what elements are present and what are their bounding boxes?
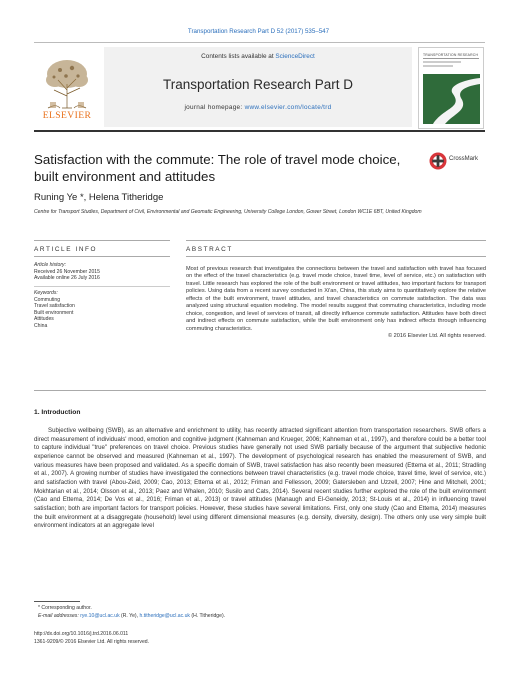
received-date: Received 26 November 2015 — [34, 268, 100, 275]
article-history — [34, 262, 170, 282]
journal-homepage — [104, 104, 412, 111]
keyword-item: China — [34, 322, 48, 329]
article-title-line: Satisfaction with the commute: The role of travel mode choice, — [34, 152, 401, 167]
author-affiliation: Centre for Transport Studies, Department of Civil, Environmental and Geomatic Engineering, University College London, Gower Street, London WC1E 6BT, United Kingdom — [34, 209, 422, 215]
abstract-copyright: © 2016 Elsevier Ltd. All rights reserved. — [387, 333, 486, 340]
keyword-item: Built environment — [34, 309, 74, 316]
history-label: Article history: — [34, 262, 66, 268]
abstract-text: Most of previous research that investigates the connections between the travel and satisfaction with travel has focused on the effect of the travel characteristics (e.g. travel mode choice, travel time, level of service, etc.) on satisfaction with travel. Little research has explored the role of the built environment or travel attitudes, two important factors for transport policies. Using data from a recent survey conducted in Xi'an, China, this study aims to quantitatively explore the relative effects of the built environment, travel attitudes, and travel characteristics on commute satisfaction. The data was analyzed using structural equation modeling. The model results suggest that commuting characteristics, including mode choice, congestion, and level of services of transit, all directly influence commute satisfaction. Attitudes have both direct and indirect effects on commute satisfaction, while the built environment only has indirect effects through influencing commuting characteristics. — [186, 266, 486, 332]
crossmark-badge[interactable] — [428, 150, 486, 172]
journal-title: Transportation Research Part D — [162, 77, 354, 92]
keywords-label: Keywords: — [34, 290, 58, 296]
abstract-rule — [186, 256, 486, 257]
cover-text-line — [423, 61, 461, 63]
introduction-paragraph: Subjective wellbeing (SWB), as an alternative and enrichment to utility, has recently attracted significant attention from transportation researchers. SWB offers a direct measurement of individuals' mood, emotion and cognitive judgment (Kahneman and Krueger, 2006; Kahneman et al., 1997), and therefore could be a better tool to capture individual "true" preferences on travel choice. Previous studies have generally not used SWB partially because of the argument that subjective hedonic experience cannot be observed and measured (Kahneman et al., 1997). The development of psychological research has enabled the measurement of SWB, and various measures have been proposed and validated. As a specific domain of SWB, travel satisfaction has also recently been measured (Ettema et al., 2011; Stradling et al., 2007). A growing number of studies have investigated the connections between travel characteristics (e.g. travel mode choice, travel time, level of service, etc.) and satisfaction with travel (Abou-Zeid, 2009; Cao, 2013; Ettema et al., 2012; Friman and Fellesson, 2009; Gatersleben and Uzzell, 2007; Hine and Mitchell, 2001; Mokhtarian et al., 2014; Olsson et al., 2013; Paez and Whalen, 2010; Susilo and Cats, 2014). Several recent studies further explored the role of the built environment (Cao and Ettema, 2014; De Vos et al., 2016; Friman et al., 2013) or travel attitudes (Manaugh and El-Geneidy, 2013; St-Louis et al., 2014) in influencing travel satisfaction; both are important factors for transport policies. However, these studies have several limitations. First, only one study (Cao and Ettema, 2014) measures the built environment at a disaggregate (household) level using different dimensional measures (e.g. density, diversity, design). The others only use very simple built environment indicators at an aggregate level — [34, 427, 486, 530]
contents-prefix: Contents lists available at — [201, 53, 274, 60]
available-date: Available online 26 July 2016 — [34, 275, 100, 282]
elsevier-logo — [36, 50, 98, 122]
keywords-block — [34, 290, 170, 330]
corresponding-author-note: * Corresponding author. — [38, 605, 92, 611]
issn-copyright: 1361-9209/© 2016 Elsevier Ltd. All rights reserved. — [34, 639, 150, 645]
homepage-link[interactable]: www.elsevier.com/locate/trd — [244, 104, 332, 111]
author-list: Runing Ye *, Helena Titheridge — [34, 192, 164, 203]
email-label: E-mail addresses: — [38, 613, 79, 619]
journal-cover-thumbnail[interactable] — [418, 47, 484, 129]
journal-citation[interactable]: Transportation Research Part D 52 (2017) 535–547 — [187, 28, 330, 35]
crossmark-icon — [428, 151, 448, 171]
cover-road-icon — [423, 74, 480, 124]
keyword-item: Travel satisfaction — [34, 303, 75, 310]
abstract-rule-top — [186, 240, 486, 241]
email-link-ye[interactable]: rye.10@ucl.ac.uk — [80, 613, 120, 619]
article-info-rule — [34, 256, 170, 257]
cover-title: TRANSPORTATION RESEARCH — [423, 53, 479, 57]
article-title-line: built environment and attitudes — [34, 169, 216, 184]
contents-line — [104, 53, 412, 60]
crossmark-label: CrossMark — [449, 156, 479, 162]
article-info-rule-top — [34, 240, 170, 241]
cover-text-line — [423, 65, 453, 67]
keyword-item: Attitudes — [34, 316, 54, 323]
doi-link[interactable]: http://dx.doi.org/10.1016/j.trd.2016.06.011 — [34, 631, 129, 637]
abstract-body — [186, 266, 486, 341]
sciencedirect-link[interactable]: ScienceDirect — [275, 53, 315, 60]
abstract-heading: ABSTRACT — [186, 246, 233, 253]
email-link-titheridge[interactable]: h.titheridge@ucl.ac.uk — [139, 613, 190, 619]
keyword-item: Commuting — [34, 296, 61, 303]
footnote-rule — [34, 601, 80, 602]
elsevier-wordmark: ELSEVIER — [42, 110, 92, 121]
email-footnote — [38, 613, 486, 619]
article-info-heading: ARTICLE INFO — [34, 246, 98, 253]
email-owner-titheridge: (H. Titheridge). — [191, 613, 226, 619]
homepage-prefix: journal homepage: — [184, 104, 243, 111]
email-owner-ye: (R. Ye), — [121, 613, 139, 619]
cover-divider — [423, 58, 479, 59]
section-heading-introduction: 1. Introduction — [34, 409, 81, 416]
keywords-divider — [34, 286, 170, 287]
front-matter-rule — [34, 390, 486, 391]
article-title — [34, 151, 414, 185]
